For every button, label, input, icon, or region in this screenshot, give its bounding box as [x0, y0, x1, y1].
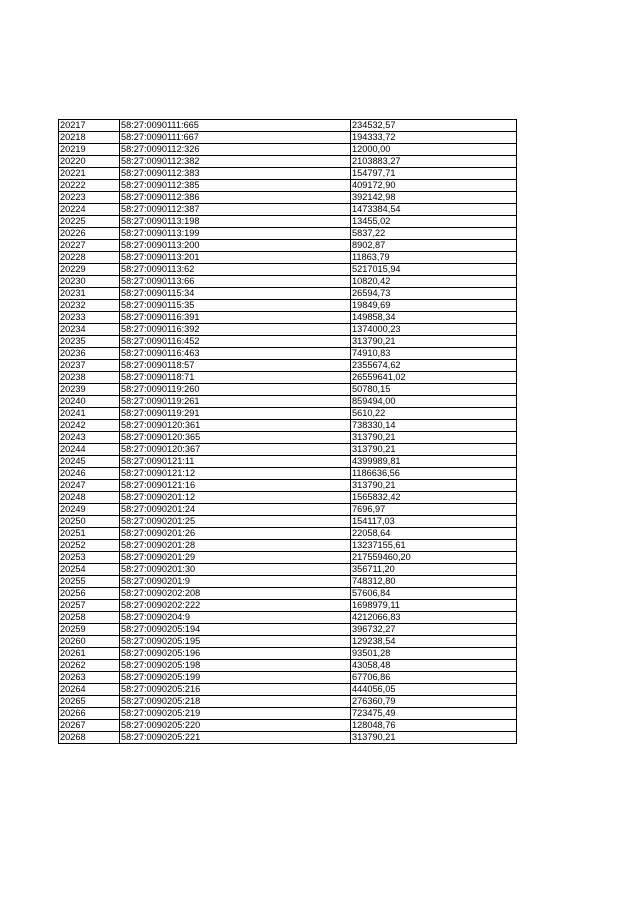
value-cell: 1698979,11: [351, 600, 517, 612]
value-cell: 19849,69: [351, 300, 517, 312]
table-row: [59, 480, 517, 492]
row-number-cell: 20258: [59, 612, 120, 624]
value-cell: 738330,14: [351, 420, 517, 432]
row-number-cell: 20223: [59, 192, 120, 204]
row-number-cell: 20221: [59, 168, 120, 180]
value-cell: 57606,84: [351, 588, 517, 600]
value-cell: 392142,98: [351, 192, 517, 204]
table-row: [59, 132, 517, 144]
value-cell: 43058,48: [351, 660, 517, 672]
cadastral-number-cell: 58:27:0090111:665: [120, 120, 351, 132]
table-row: [59, 240, 517, 252]
table-row: [59, 408, 517, 420]
table-row: [59, 624, 517, 636]
value-cell: 7696,97: [351, 504, 517, 516]
cadastral-number-cell: 58:27:0090113:62: [120, 264, 351, 276]
cadastral-number-cell: 58:27:0090201:28: [120, 540, 351, 552]
value-cell: 22058,64: [351, 528, 517, 540]
cadastral-number-cell: 58:27:0090201:26: [120, 528, 351, 540]
table-row: [59, 324, 517, 336]
cadastral-number-cell: 58:27:0090121:11: [120, 456, 351, 468]
cadastral-number-cell: 58:27:0090121:16: [120, 480, 351, 492]
cadastral-number-cell: 58:27:0090116:392: [120, 324, 351, 336]
value-cell: 74910,83: [351, 348, 517, 360]
value-cell: 154797,71: [351, 168, 517, 180]
cadastral-number-cell: 58:27:0090112:386: [120, 192, 351, 204]
table-row: [59, 684, 517, 696]
table-row: [59, 516, 517, 528]
cadastral-number-cell: 58:27:0090111:667: [120, 132, 351, 144]
row-number-cell: 20245: [59, 456, 120, 468]
row-number-cell: 20225: [59, 216, 120, 228]
table-row: [59, 696, 517, 708]
cadastral-number-cell: 58:27:0090112:382: [120, 156, 351, 168]
cadastral-number-cell: 58:27:0090201:29: [120, 552, 351, 564]
row-number-cell: 20244: [59, 444, 120, 456]
value-cell: 356711,20: [351, 564, 517, 576]
row-number-cell: 20224: [59, 204, 120, 216]
value-cell: 26559641,02: [351, 372, 517, 384]
value-cell: 313790,21: [351, 432, 517, 444]
row-number-cell: 20235: [59, 336, 120, 348]
data-table: [58, 119, 517, 744]
row-number-cell: 20252: [59, 540, 120, 552]
row-number-cell: 20253: [59, 552, 120, 564]
value-cell: 4399989,81: [351, 456, 517, 468]
table-row: [59, 468, 517, 480]
cadastral-number-cell: 58:27:0090118:57: [120, 360, 351, 372]
value-cell: 13455,02: [351, 216, 517, 228]
cadastral-number-cell: 58:27:0090205:220: [120, 720, 351, 732]
value-cell: 10820,42: [351, 276, 517, 288]
cadastral-number-cell: 58:27:0090201:30: [120, 564, 351, 576]
cadastral-number-cell: 58:27:0090201:25: [120, 516, 351, 528]
cadastral-number-cell: 58:27:0090205:221: [120, 732, 351, 744]
row-number-cell: 20254: [59, 564, 120, 576]
table-row: [59, 228, 517, 240]
value-cell: 723475,49: [351, 708, 517, 720]
table-row: [59, 396, 517, 408]
row-number-cell: 20228: [59, 252, 120, 264]
value-cell: 149858,34: [351, 312, 517, 324]
row-number-cell: 20246: [59, 468, 120, 480]
row-number-cell: 20266: [59, 708, 120, 720]
table-row: [59, 540, 517, 552]
value-cell: 93501,28: [351, 648, 517, 660]
table-row: [59, 444, 517, 456]
value-cell: 2355674,62: [351, 360, 517, 372]
row-number-cell: 20262: [59, 660, 120, 672]
value-cell: 313790,21: [351, 444, 517, 456]
cadastral-number-cell: 58:27:0090201:12: [120, 492, 351, 504]
value-cell: 4212066,83: [351, 612, 517, 624]
value-cell: 396732,27: [351, 624, 517, 636]
table-row: [59, 384, 517, 396]
cadastral-number-cell: 58:27:0090112:385: [120, 180, 351, 192]
table-row: [59, 120, 517, 132]
cadastral-number-cell: 58:27:0090113:200: [120, 240, 351, 252]
row-number-cell: 20236: [59, 348, 120, 360]
cadastral-number-cell: 58:27:0090113:199: [120, 228, 351, 240]
value-cell: 128048,76: [351, 720, 517, 732]
cadastral-number-cell: 58:27:0090119:261: [120, 396, 351, 408]
row-number-cell: 20261: [59, 648, 120, 660]
value-cell: 5837,22: [351, 228, 517, 240]
row-number-cell: 20222: [59, 180, 120, 192]
row-number-cell: 20256: [59, 588, 120, 600]
value-cell: 1374000,23: [351, 324, 517, 336]
row-number-cell: 20255: [59, 576, 120, 588]
cadastral-number-cell: 58:27:0090204:9: [120, 612, 351, 624]
value-cell: 5610,22: [351, 408, 517, 420]
table-row: [59, 348, 517, 360]
value-cell: 313790,21: [351, 732, 517, 744]
row-number-cell: 20231: [59, 288, 120, 300]
row-number-cell: 20243: [59, 432, 120, 444]
row-number-cell: 20237: [59, 360, 120, 372]
cadastral-number-cell: 58:27:0090202:208: [120, 588, 351, 600]
value-cell: 50780,15: [351, 384, 517, 396]
row-number-cell: 20268: [59, 732, 120, 744]
row-number-cell: 20257: [59, 600, 120, 612]
cadastral-number-cell: 58:27:0090205:198: [120, 660, 351, 672]
table-row: [59, 144, 517, 156]
row-number-cell: 20259: [59, 624, 120, 636]
row-number-cell: 20260: [59, 636, 120, 648]
value-cell: 2103883,27: [351, 156, 517, 168]
table-row: [59, 588, 517, 600]
cadastral-number-cell: 58:27:0090112:326: [120, 144, 351, 156]
table-row: [59, 300, 517, 312]
cadastral-number-cell: 58:27:0090202:222: [120, 600, 351, 612]
table-row: [59, 648, 517, 660]
table-row: [59, 288, 517, 300]
table-row: [59, 600, 517, 612]
row-number-cell: 20229: [59, 264, 120, 276]
row-number-cell: 20265: [59, 696, 120, 708]
cadastral-number-cell: 58:27:0090121:12: [120, 468, 351, 480]
table-row: [59, 720, 517, 732]
table-row: [59, 156, 517, 168]
table-row: [59, 204, 517, 216]
row-number-cell: 20218: [59, 132, 120, 144]
cadastral-number-cell: 58:27:0090113:198: [120, 216, 351, 228]
value-cell: 444056,05: [351, 684, 517, 696]
cadastral-number-cell: 58:27:0090205:216: [120, 684, 351, 696]
cadastral-number-cell: 58:27:0090205:194: [120, 624, 351, 636]
table-row: [59, 552, 517, 564]
row-number-cell: 20240: [59, 396, 120, 408]
cadastral-number-cell: 58:27:0090112:383: [120, 168, 351, 180]
value-cell: 1565832,42: [351, 492, 517, 504]
cadastral-number-cell: 58:27:0090119:291: [120, 408, 351, 420]
value-cell: 11863,79: [351, 252, 517, 264]
table-row: [59, 708, 517, 720]
table-row: [59, 372, 517, 384]
value-cell: 67706,86: [351, 672, 517, 684]
row-number-cell: 20248: [59, 492, 120, 504]
cadastral-number-cell: 58:27:0090113:201: [120, 252, 351, 264]
table-row: [59, 636, 517, 648]
table-row: [59, 432, 517, 444]
cadastral-number-cell: 58:27:0090113:66: [120, 276, 351, 288]
value-cell: 276360,79: [351, 696, 517, 708]
cadastral-number-cell: 58:27:0090118:71: [120, 372, 351, 384]
cadastral-number-cell: 58:27:0090120:365: [120, 432, 351, 444]
row-number-cell: 20226: [59, 228, 120, 240]
cadastral-number-cell: 58:27:0090120:367: [120, 444, 351, 456]
row-number-cell: 20219: [59, 144, 120, 156]
cadastral-number-cell: 58:27:0090201:9: [120, 576, 351, 588]
table-row: [59, 672, 517, 684]
table-row: [59, 456, 517, 468]
value-cell: 409172,90: [351, 180, 517, 192]
table-row: [59, 216, 517, 228]
table-row: [59, 264, 517, 276]
cadastral-number-cell: 58:27:0090112:387: [120, 204, 351, 216]
table-row: [59, 576, 517, 588]
value-cell: 1186636,56: [351, 468, 517, 480]
value-cell: 748312,80: [351, 576, 517, 588]
row-number-cell: 20264: [59, 684, 120, 696]
row-number-cell: 20241: [59, 408, 120, 420]
cadastral-number-cell: 58:27:0090116:452: [120, 336, 351, 348]
row-number-cell: 20238: [59, 372, 120, 384]
cadastral-number-cell: 58:27:0090205:219: [120, 708, 351, 720]
row-number-cell: 20234: [59, 324, 120, 336]
table-row: [59, 312, 517, 324]
cadastral-number-cell: 58:27:0090201:24: [120, 504, 351, 516]
value-cell: 8902,87: [351, 240, 517, 252]
cadastral-number-cell: 58:27:0090119:260: [120, 384, 351, 396]
row-number-cell: 20242: [59, 420, 120, 432]
table-row: [59, 612, 517, 624]
table-body: [59, 120, 517, 744]
value-cell: 26594,73: [351, 288, 517, 300]
table-row: [59, 180, 517, 192]
value-cell: 129238,54: [351, 636, 517, 648]
row-number-cell: 20232: [59, 300, 120, 312]
table-row: [59, 252, 517, 264]
table-row: [59, 276, 517, 288]
row-number-cell: 20239: [59, 384, 120, 396]
value-cell: 12000,00: [351, 144, 517, 156]
table-row: [59, 192, 517, 204]
value-cell: 5217015,94: [351, 264, 517, 276]
cadastral-number-cell: 58:27:0090205:195: [120, 636, 351, 648]
value-cell: 217559460,20: [351, 552, 517, 564]
table-row: [59, 336, 517, 348]
value-cell: 234532,57: [351, 120, 517, 132]
value-cell: 313790,21: [351, 336, 517, 348]
row-number-cell: 20230: [59, 276, 120, 288]
table-row: [59, 732, 517, 744]
row-number-cell: 20227: [59, 240, 120, 252]
row-number-cell: 20267: [59, 720, 120, 732]
cadastral-number-cell: 58:27:0090205:196: [120, 648, 351, 660]
cadastral-number-cell: 58:27:0090205:218: [120, 696, 351, 708]
value-cell: 194333,72: [351, 132, 517, 144]
table-row: [59, 420, 517, 432]
value-cell: 313790,21: [351, 480, 517, 492]
value-cell: 13237155,61: [351, 540, 517, 552]
table-row: [59, 660, 517, 672]
table-row: [59, 504, 517, 516]
row-number-cell: 20251: [59, 528, 120, 540]
row-number-cell: 20220: [59, 156, 120, 168]
row-number-cell: 20249: [59, 504, 120, 516]
table-row: [59, 360, 517, 372]
row-number-cell: 20217: [59, 120, 120, 132]
value-cell: 154117,03: [351, 516, 517, 528]
row-number-cell: 20233: [59, 312, 120, 324]
cadastral-number-cell: 58:27:0090205:199: [120, 672, 351, 684]
table-row: [59, 564, 517, 576]
row-number-cell: 20250: [59, 516, 120, 528]
value-cell: 859494,00: [351, 396, 517, 408]
table-row: [59, 168, 517, 180]
cadastral-number-cell: 58:27:0090116:463: [120, 348, 351, 360]
row-number-cell: 20247: [59, 480, 120, 492]
cadastral-number-cell: 58:27:0090115:35: [120, 300, 351, 312]
cadastral-number-cell: 58:27:0090115:34: [120, 288, 351, 300]
row-number-cell: 20263: [59, 672, 120, 684]
cadastral-number-cell: 58:27:0090116:391: [120, 312, 351, 324]
table-row: [59, 528, 517, 540]
cadastral-number-cell: 58:27:0090120:361: [120, 420, 351, 432]
value-cell: 1473384,54: [351, 204, 517, 216]
table-row: [59, 492, 517, 504]
